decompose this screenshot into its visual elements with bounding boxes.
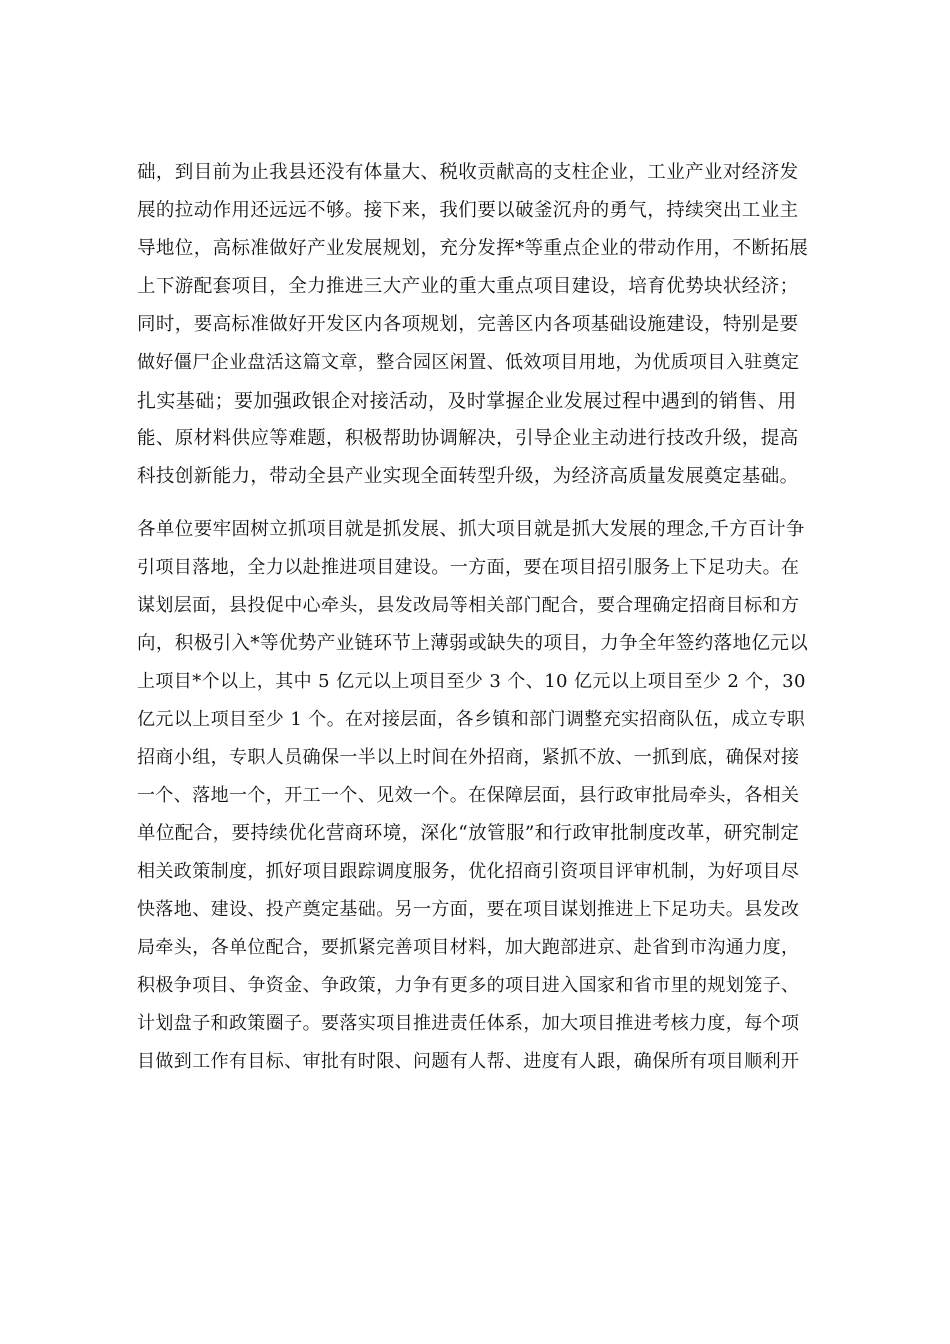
paragraph-2-line-7: 招商小组，专职人员确保一半以上时间在外招商，紧抓不放、一抓到底，确保对接 xyxy=(137,747,800,768)
paragraph-1-line-8: 能、原材料供应等难题，积极帮助协调解决，引导企业主动进行技改升级，提高 xyxy=(137,428,799,449)
paragraph-2-line-9: 单位配合，要持续优化营商环境，深化“放管服”和行政审批制度改革，研究制定 xyxy=(137,823,800,844)
paragraph-1-line-7: 扎实基础；要加强政银企对接活动，及时掌握企业发展过程中遇到的销售、用 xyxy=(137,390,797,412)
paragraph-2-line-10: 相关政策制度，抓好项目跟踪调度服务，优化招商引资项目评审机制，为好项目尽 xyxy=(137,861,800,882)
paragraph-2-line-14: 计划盘子和政策圈子。要落实项目推进责任体系，加大项目推进考核力度，每个项 xyxy=(137,1013,800,1034)
paragraph-1-line-3: 导地位，高标准做好产业发展规划，充分发挥*等重点企业的带动作用，不断拓展 xyxy=(137,238,809,259)
paragraph-2-line-2: 引项目落地，全力以赴推进项目建设。一方面，要在项目招引服务上下足功夫。在 xyxy=(137,557,800,578)
paragraph-2-line-4: 向，积极引入*等优势产业链环节上薄弱或缺失的项目，力争全年签约落地亿元以 xyxy=(137,633,809,654)
paragraph-2-line-1: 各单位要牢固树立抓项目就是抓发展、抓大项目就是抓大发展的理念,千方百计争 xyxy=(137,519,805,540)
paragraph-1-line-5: 同时，要高标准做好开发区内各项规划，完善区内各项基础设施建设，特别是要 xyxy=(137,314,799,335)
paragraph-2-line-6: 亿元以上项目至少 1 个。在对接层面，各乡镇和部门调整充实招商队伍，成立专职 xyxy=(137,709,806,730)
paragraph-2-line-5: 上项目*个以上，其中 5 亿元以上项目至少 3 个、10 亿元以上项目至少 2 个，30 xyxy=(137,671,806,692)
paragraph-2-line-15: 目做到工作有目标、审批有时限、问题有人帮、进度有人跟，确保所有项目顺利开 xyxy=(137,1051,800,1072)
paragraph-2-line-13: 积极争项目、争资金、争政策，力争有更多的项目进入国家和省市里的规划笼子、 xyxy=(137,975,800,996)
paragraph-1-line-2: 展的拉动作用还远远不够。接下来，我们要以破釜沉舟的勇气，持续突出工业主 xyxy=(137,200,799,221)
paragraph-2-line-8: 一个、落地一个，开工一个、见效一个。在保障层面，县行政审批局牵头，各相关 xyxy=(137,785,800,806)
paragraph-2-line-11: 快落地、建设、投产奠定基础。另一方面，要在项目谋划推进上下足功夫。县发改 xyxy=(137,899,800,920)
paragraph-1-line-9: 科技创新能力，带动全县产业实现全面转型升级，为经济高质量发展奠定基础。 xyxy=(137,466,799,487)
paragraph-2-line-3: 谋划层面，县投促中心牵头，县发改局等相关部门配合，要合理确定招商目标和方 xyxy=(137,595,800,616)
paragraph-1-line-4: 上下游配套项目，全力推进三大产业的重大重点项目建设，培育优势块状经济； xyxy=(137,276,799,297)
paragraph-2-line-12: 局牵头，各单位配合，要抓紧完善项目材料，加大跑部进京、赴省到市沟通力度， xyxy=(137,937,800,958)
paragraph-1-line-6: 做好僵尸企业盘活这篇文章，整合园区闲置、低效项目用地，为优质项目入驻奠定 xyxy=(137,352,800,373)
paragraph-1-line-1: 础，到目前为止我县还没有体量大、税收贡献高的支柱企业，工业产业对经济发 xyxy=(137,162,799,183)
